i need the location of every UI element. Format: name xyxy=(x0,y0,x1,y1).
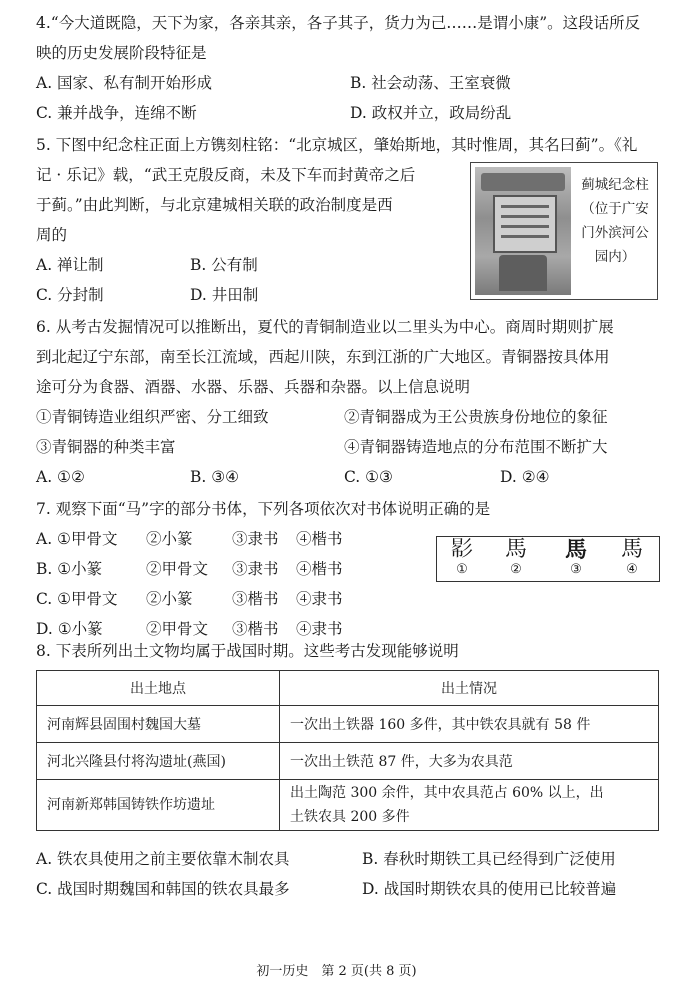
q5-option-b[interactable]: B. 公有制 xyxy=(190,256,258,274)
q4-stem-line1: 4.“今大道既隐，天下为家，各亲其亲，各子其子，货力为己……是谓小康”。这段话所反 xyxy=(36,14,641,32)
memorial-pillar-photo xyxy=(470,162,658,300)
q6-statement-3: ③青铜器的种类丰富 xyxy=(36,438,176,456)
table-cell-finds: 一次出土铁器 160 多件，其中铁农具就有 58 件 xyxy=(280,706,659,743)
q7-b-part3: ③隶书 xyxy=(232,560,279,578)
horse-num-1: ① xyxy=(456,562,468,577)
q5-stem-line1: 5. 下图中纪念柱正面上方镌刻柱铭：“北京城区，肇始斯地，其时惟周，其名曰蓟”。《礼 xyxy=(36,136,638,154)
q6-option-b[interactable]: B. ③④ xyxy=(190,468,240,486)
table-cell-finds-line2: 土铁农具 200 多件 xyxy=(290,809,410,825)
q7-a-part3: ③隶书 xyxy=(232,530,279,548)
horse-glyph-3: 馬 xyxy=(564,537,587,563)
q8-option-d[interactable]: D. 战国时期铁农具的使用已比较普遍 xyxy=(362,880,617,898)
horse-num-4: ④ xyxy=(626,562,638,577)
q7-c-part2: ②小篆 xyxy=(146,590,193,608)
q6-statement-2: ②青铜器成为王公贵族身份地位的象征 xyxy=(344,408,608,426)
q7-d-part4: ④隶书 xyxy=(296,620,343,638)
q6-statement-1: ①青铜铸造业组织严密、分工细致 xyxy=(36,408,269,426)
page-footer: 初一历史 第 2 页(共 8 页) xyxy=(256,964,417,979)
table-cell-finds: 一次出土铁范 87 件，大多为农具范 xyxy=(280,743,659,780)
table-row xyxy=(37,706,659,743)
q7-b-part1: B. ①小篆 xyxy=(36,560,103,578)
q4-stem-line2: 映的历史发展阶段特征是 xyxy=(36,44,207,62)
table-cell-finds xyxy=(280,780,659,831)
table-cell-location: 河南新郑韩国铸铁作坊遗址 xyxy=(37,780,280,831)
excavation-table xyxy=(36,670,659,831)
q7-stem: 7. 观察下面“马”字的部分书体，下列各项依次对书体说明正确的是 xyxy=(36,500,491,518)
q7-c-part1: C. ①甲骨文 xyxy=(36,590,118,608)
q7-c-part3: ③楷书 xyxy=(232,590,279,608)
q6-stem-line1: 6. 从考古发掘情况可以推断出，夏代的青铜制造业以二里头为中心。商周时期则扩展 xyxy=(36,318,614,336)
q5-option-a[interactable]: A. 禅让制 xyxy=(36,256,104,274)
horse-glyph-1: 𢒠 xyxy=(450,537,473,562)
q7-d-part1: D. ①小篆 xyxy=(36,620,103,638)
q5-stem-line2: 记 · 乐记》载，“武王克殷反商，未及下车而封黄帝之后 xyxy=(36,166,416,184)
horse-glyph-4: 馬 xyxy=(620,537,643,562)
q4-option-c[interactable]: C. 兼并战争，连绵不断 xyxy=(36,104,197,122)
q7-b-part2: ②甲骨文 xyxy=(146,560,209,578)
q8-option-b[interactable]: B. 春秋时期铁工具已经得到广泛使用 xyxy=(362,850,616,868)
q7-a-part4: ④楷书 xyxy=(296,530,343,548)
q7-a-part1: A. ①甲骨文 xyxy=(36,530,118,548)
q8-option-c[interactable]: C. 战国时期魏国和韩国的铁农具最多 xyxy=(36,880,290,898)
horse-scripts-figure xyxy=(436,536,660,582)
q5-stem-line3: 于蓟。”由此判断，与北京建城相关联的政治制度是西 xyxy=(36,196,393,214)
q4-option-a[interactable]: A. 国家、私有制开始形成 xyxy=(36,74,213,92)
table-cell-location: 河北兴隆县付将沟遗址(燕国) xyxy=(37,743,280,780)
q5-stem-line4: 周的 xyxy=(36,226,68,244)
q7-c-part4: ④隶书 xyxy=(296,590,343,608)
q7-a-part2: ②小篆 xyxy=(146,530,193,548)
table-row xyxy=(37,780,659,831)
q5-option-d[interactable]: D. 井田制 xyxy=(190,286,259,304)
q6-option-a[interactable]: A. ①② xyxy=(36,468,85,486)
q6-stem-line3: 途可分为食器、酒器、水器、乐器、兵器和杂器。以上信息说明 xyxy=(36,378,471,396)
q7-b-part4: ④楷书 xyxy=(296,560,343,578)
q7-d-part2: ②甲骨文 xyxy=(146,620,209,638)
q8-stem: 8. 下表所列出土文物均属于战国时期。这些考古发现能够说明 xyxy=(36,642,459,660)
table-row xyxy=(37,743,659,780)
q4-option-b[interactable]: B. 社会动荡、王室衰微 xyxy=(350,74,511,92)
table-cell-location: 河南辉县固围村魏国大墓 xyxy=(37,706,280,743)
q7-d-part3: ③楷书 xyxy=(232,620,279,638)
photo-caption: 蓟城纪念柱（位于广安门外滨河公园内） xyxy=(581,177,649,265)
table-header-row xyxy=(37,671,659,706)
table-header-location: 出土地点 xyxy=(37,671,280,706)
q6-stem-line2: 到北起辽宁东部，南至长江流域，西起川陕，东到江浙的广大地区。青铜器按具体用 xyxy=(36,348,610,366)
table-header-finds: 出土情况 xyxy=(280,671,659,706)
table-cell-finds-line1: 出土陶范 300 余件，其中农具范占 60% 以上，出 xyxy=(290,785,604,801)
horse-num-3: ③ xyxy=(570,562,582,577)
q8-option-a[interactable]: A. 铁农具使用之前主要依靠木制农具 xyxy=(36,850,290,868)
horse-num-2: ② xyxy=(510,562,522,577)
q6-statement-4: ④青铜器铸造地点的分布范围不断扩大 xyxy=(344,438,608,456)
pillar-image xyxy=(475,167,571,295)
q4-option-d[interactable]: D. 政权并立，政局纷乱 xyxy=(350,104,512,122)
q5-option-c[interactable]: C. 分封制 xyxy=(36,286,104,304)
q6-option-c[interactable]: C. ①③ xyxy=(344,468,393,486)
q6-option-d[interactable]: D. ②④ xyxy=(500,468,550,486)
horse-glyph-2: 馬 xyxy=(504,537,527,562)
